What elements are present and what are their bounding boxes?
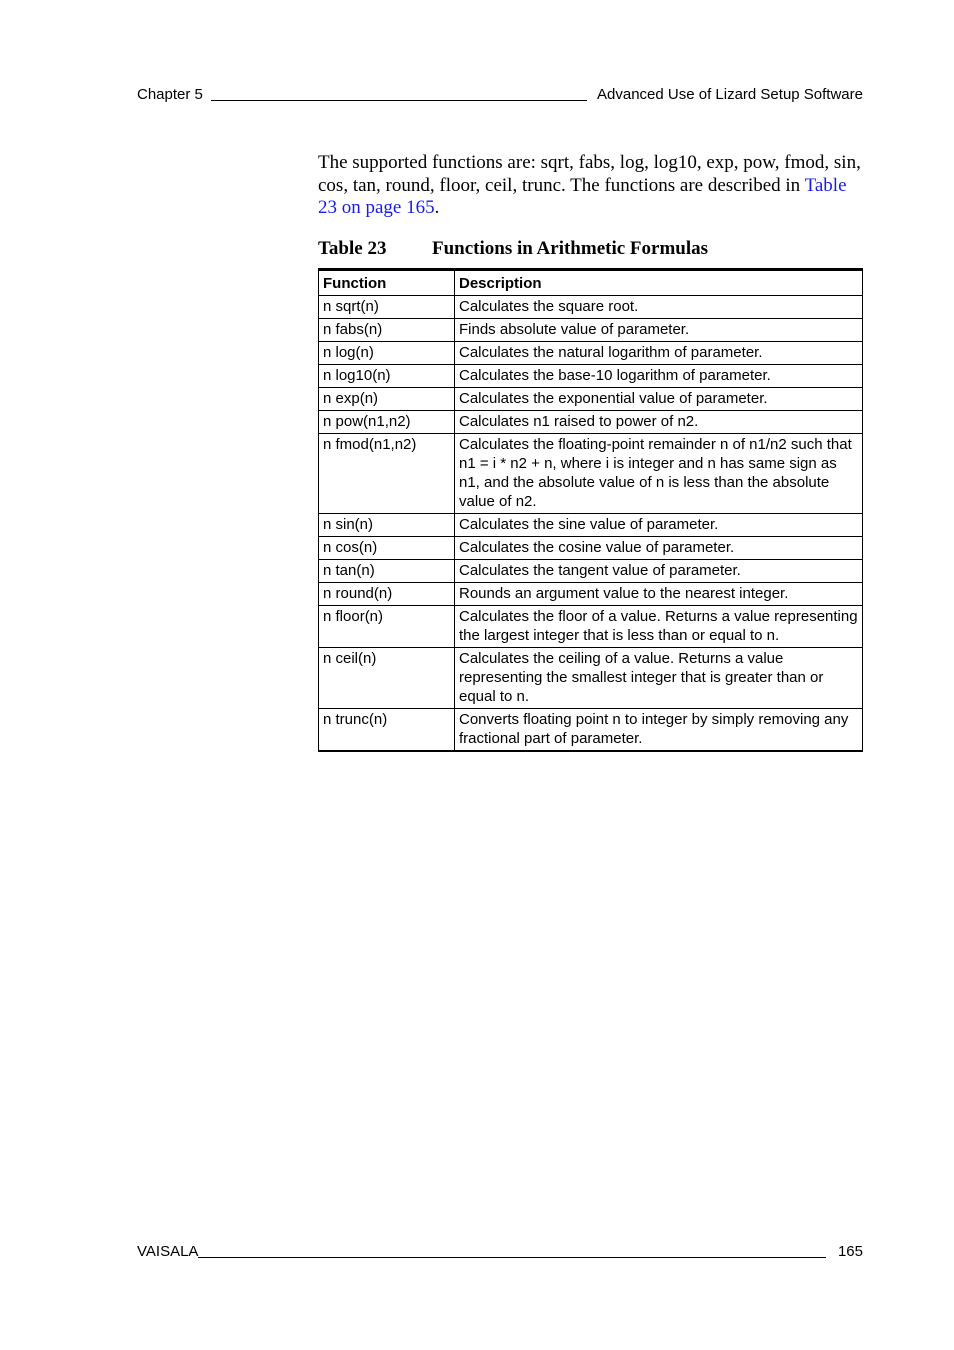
chapter-label: Chapter 5: [137, 86, 203, 103]
table-row: [319, 709, 863, 752]
description-cell: Calculates the sine value of parameter.: [455, 514, 863, 537]
function-cell: n exp(n): [319, 388, 455, 411]
table-row: [319, 388, 863, 411]
table-row: [319, 606, 863, 648]
page-footer: [137, 1243, 863, 1261]
page-header: [137, 86, 863, 104]
table-row: [319, 434, 863, 514]
page-number: 165: [837, 1243, 863, 1260]
function-cell: n sin(n): [319, 514, 455, 537]
table-row: [319, 537, 863, 560]
description-cell: Calculates the tangent value of parameter.: [455, 560, 863, 583]
description-cell: Calculates the cosine value of parameter.: [455, 537, 863, 560]
description-cell: Calculates the square root.: [455, 296, 863, 319]
description-cell: Calculates the base-10 logarithm of parameter.: [455, 365, 863, 388]
function-cell: n round(n): [319, 583, 455, 606]
table-header-row: [319, 270, 863, 296]
function-cell: n ceil(n): [319, 648, 455, 709]
header-rule: [211, 100, 587, 101]
description-cell: Calculates the floating-point remainder n of n1/n2 such that n1 = i * n2 + n, where i is integer and n has same sign as n1, and the absolute value of n is less than the absolute value of n2.: [455, 434, 863, 514]
column-header-function: Function: [319, 270, 455, 296]
function-cell: n floor(n): [319, 606, 455, 648]
intro-text: The supported functions are: sqrt, fabs, log, log10, exp, pow, fmod, sin, cos, tan, round, floor, ceil, trunc. The functions are described in: [318, 152, 861, 196]
description-cell: Calculates the floor of a value. Returns a value representing the largest integer that is less than or equal to n.: [455, 606, 863, 648]
function-cell: n log(n): [319, 342, 455, 365]
function-cell: n fmod(n1,n2): [319, 434, 455, 514]
function-cell: n sqrt(n): [319, 296, 455, 319]
description-cell: Calculates the natural logarithm of parameter.: [455, 342, 863, 365]
intro-paragraph: [318, 152, 863, 220]
table-row: [319, 342, 863, 365]
table-reference-link[interactable]: Table 23 on page 165: [318, 174, 847, 218]
description-cell: Calculates the ceiling of a value. Returns a value representing the smallest integer that is greater than or equal to n.: [455, 648, 863, 709]
table-row: [319, 648, 863, 709]
table-caption-number: Table 23: [318, 238, 387, 259]
function-cell: n log10(n): [319, 365, 455, 388]
column-header-description: Description: [455, 270, 863, 296]
function-cell: n fabs(n): [319, 319, 455, 342]
function-cell: n tan(n): [319, 560, 455, 583]
function-cell: n pow(n1,n2): [319, 411, 455, 434]
table-row: [319, 365, 863, 388]
description-cell: Calculates the exponential value of parameter.: [455, 388, 863, 411]
description-cell: Calculates n1 raised to power of n2.: [455, 411, 863, 434]
table-caption-title: Functions in Arithmetic Formulas: [432, 238, 709, 259]
table-caption: [318, 238, 708, 260]
table-row: [319, 560, 863, 583]
company-name: VAISALA: [137, 1243, 199, 1260]
description-cell: Converts floating point n to integer by simply removing any fractional part of parameter.: [455, 709, 863, 752]
function-cell: n cos(n): [319, 537, 455, 560]
description-cell: Finds absolute value of parameter.: [455, 319, 863, 342]
table-row: [319, 514, 863, 537]
description-cell: Rounds an argument value to the nearest integer.: [455, 583, 863, 606]
table-row: [319, 319, 863, 342]
table-row: [319, 296, 863, 319]
function-cell: n trunc(n): [319, 709, 455, 752]
table-row: [319, 583, 863, 606]
footer-rule: [198, 1257, 826, 1258]
section-title: Advanced Use of Lizard Setup Software: [597, 86, 863, 103]
functions-table: [318, 268, 863, 752]
table-row: [319, 411, 863, 434]
intro-period: .: [434, 197, 440, 218]
